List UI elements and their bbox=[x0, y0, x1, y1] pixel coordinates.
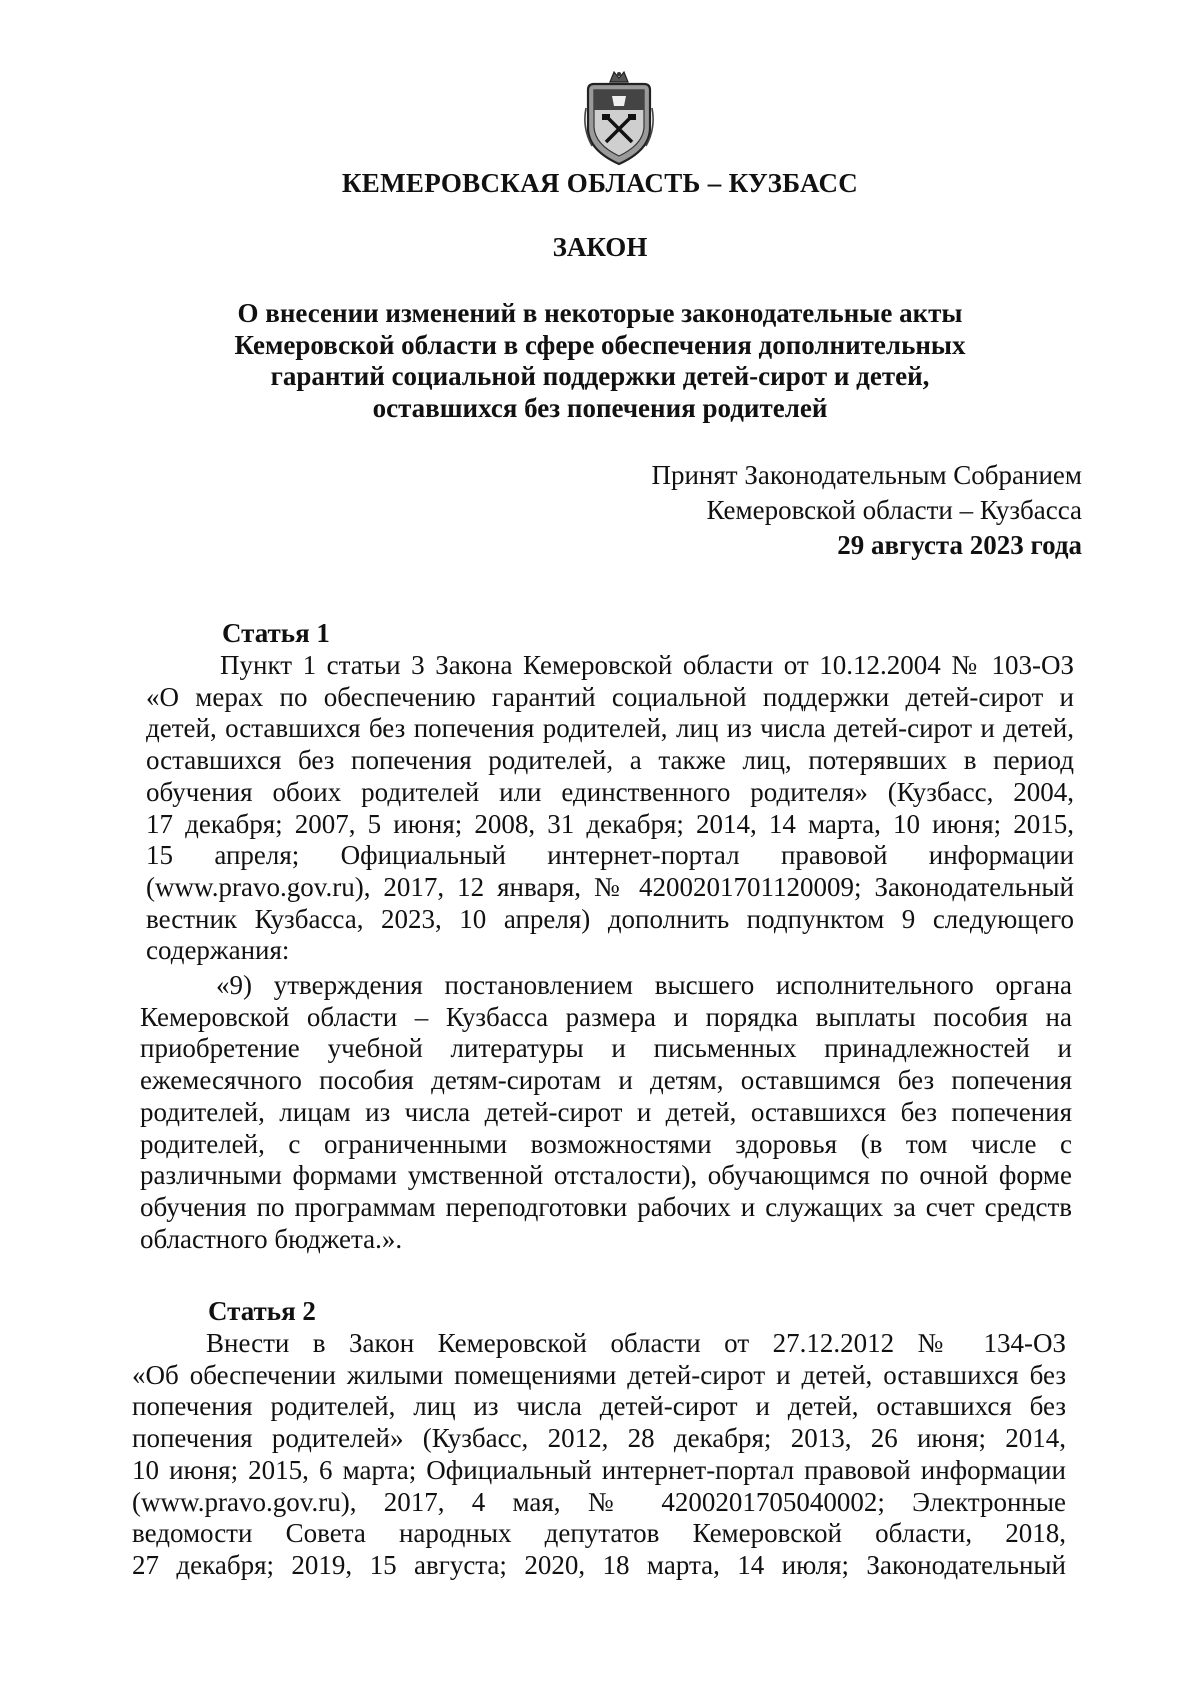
adoption-line: Кемеровской области – Кузбасса bbox=[706, 495, 1082, 526]
law-title-line: оставшихся без попечения родителей bbox=[372, 392, 828, 423]
text-line: «Об обеспечении жилыми помещениями детей-сирот и детей, оставшихся без bbox=[132, 1359, 1066, 1390]
text-line: Пункт 1 статьи 3 Закона Кемеровской области от 10.12.2004 № 103-ОЗ bbox=[220, 650, 1074, 680]
text-line: Внести в Закон Кемеровской области от 27.12.2012 № 134-ОЗ bbox=[206, 1328, 1066, 1358]
text-line: 15 апреля; Официальный интернет-портал правовой информации bbox=[146, 840, 1074, 871]
text-line: ежемесячного пособия детям-сиротам и детям, оставшимся без попечения bbox=[140, 1065, 1072, 1096]
text-line: Кемеровской области – Кузбасса размера и порядка выплаты пособия на bbox=[140, 1001, 1072, 1032]
text-line: содержания: bbox=[146, 935, 290, 966]
article-1-paragraph-2 bbox=[140, 970, 1072, 1255]
text-line: различными формами умственной отсталости), обучающимся по очной форме bbox=[140, 1160, 1072, 1191]
text-line: областного бюджета.». bbox=[140, 1223, 403, 1254]
text-line: «9) утверждения постановлением высшего исполнительного органа bbox=[216, 970, 1072, 1000]
text-line: оставшихся без попечения родителей, а также лиц, потерявших в период bbox=[146, 745, 1074, 776]
adoption-block bbox=[651, 458, 1082, 563]
text-line: приобретение учебной литературы и письменных принадлежностей и bbox=[140, 1033, 1072, 1064]
adoption-date: 29 августа 2023 года bbox=[837, 530, 1082, 561]
text-line: 17 декабря; 2007, 5 июня; 2008, 31 декабря; 2014, 14 марта, 10 июня; 2015, bbox=[146, 808, 1074, 839]
law-title-line: О внесении изменений в некоторые законодательные акты bbox=[237, 298, 963, 328]
article-2-paragraph-1 bbox=[132, 1328, 1066, 1582]
text-line: (www.pravo.gov.ru), 2017, 12 января, № 4200201701120009; Законодательный bbox=[146, 871, 1074, 902]
coat-of-arms-icon bbox=[580, 68, 658, 168]
text-line: «О мерах по обеспечению гарантий социальной поддержки детей-сирот и bbox=[146, 681, 1074, 712]
adoption-line: Принят Законодательным Собранием bbox=[651, 460, 1082, 490]
region-title: КЕМЕРОВСКАЯ ОБЛАСТЬ – КУЗБАСС bbox=[341, 168, 859, 198]
text-line: вестник Кузбасса, 2023, 10 апреля) дополнить подпунктом 9 следующего bbox=[146, 903, 1074, 934]
article-1-heading: Статья 1 bbox=[222, 618, 330, 648]
law-title bbox=[200, 298, 1000, 424]
text-line: (www.pravo.gov.ru), 2017, 4 мая, № 4200201705040002; Электронные bbox=[132, 1486, 1066, 1517]
article-1-paragraph-1 bbox=[146, 650, 1074, 967]
text-line: обучения обоих родителей или единственного родителя» (Кузбасс, 2004, bbox=[146, 776, 1074, 807]
text-line: родителей, лицам из числа детей-сирот и детей, оставшихся без попечения bbox=[140, 1096, 1072, 1127]
text-line: 10 июня; 2015, 6 марта; Официальный интернет-портал правовой информации bbox=[132, 1454, 1066, 1485]
text-line: детей, оставшихся без попечения родителей, лиц из числа детей-сирот и детей, bbox=[146, 713, 1074, 744]
law-title-line: гарантий социальной поддержки детей-сирот и детей, bbox=[270, 361, 930, 392]
text-line: обучения по программам переподготовки рабочих и служащих за счет средств bbox=[140, 1191, 1072, 1222]
text-line: попечения родителей, лиц из числа детей-сирот и детей, оставшихся без bbox=[132, 1391, 1066, 1422]
text-line: родителей, с ограниченными возможностями здоровья (в том числе с bbox=[140, 1128, 1072, 1159]
article-2-heading: Статья 2 bbox=[208, 1296, 316, 1326]
text-line: 27 декабря; 2019, 15 августа; 2020, 18 марта, 14 июля; Законодательный bbox=[132, 1549, 1066, 1580]
law-title-line: Кемеровской области в сфере обеспечения дополнительных bbox=[234, 329, 966, 360]
text-line: ведомости Совета народных депутатов Кемеровской области, 2018, bbox=[132, 1518, 1066, 1549]
document-type: ЗАКОН bbox=[552, 232, 648, 262]
text-line: попечения родителей» (Кузбасс, 2012, 28 декабря; 2013, 26 июня; 2014, bbox=[132, 1423, 1066, 1454]
